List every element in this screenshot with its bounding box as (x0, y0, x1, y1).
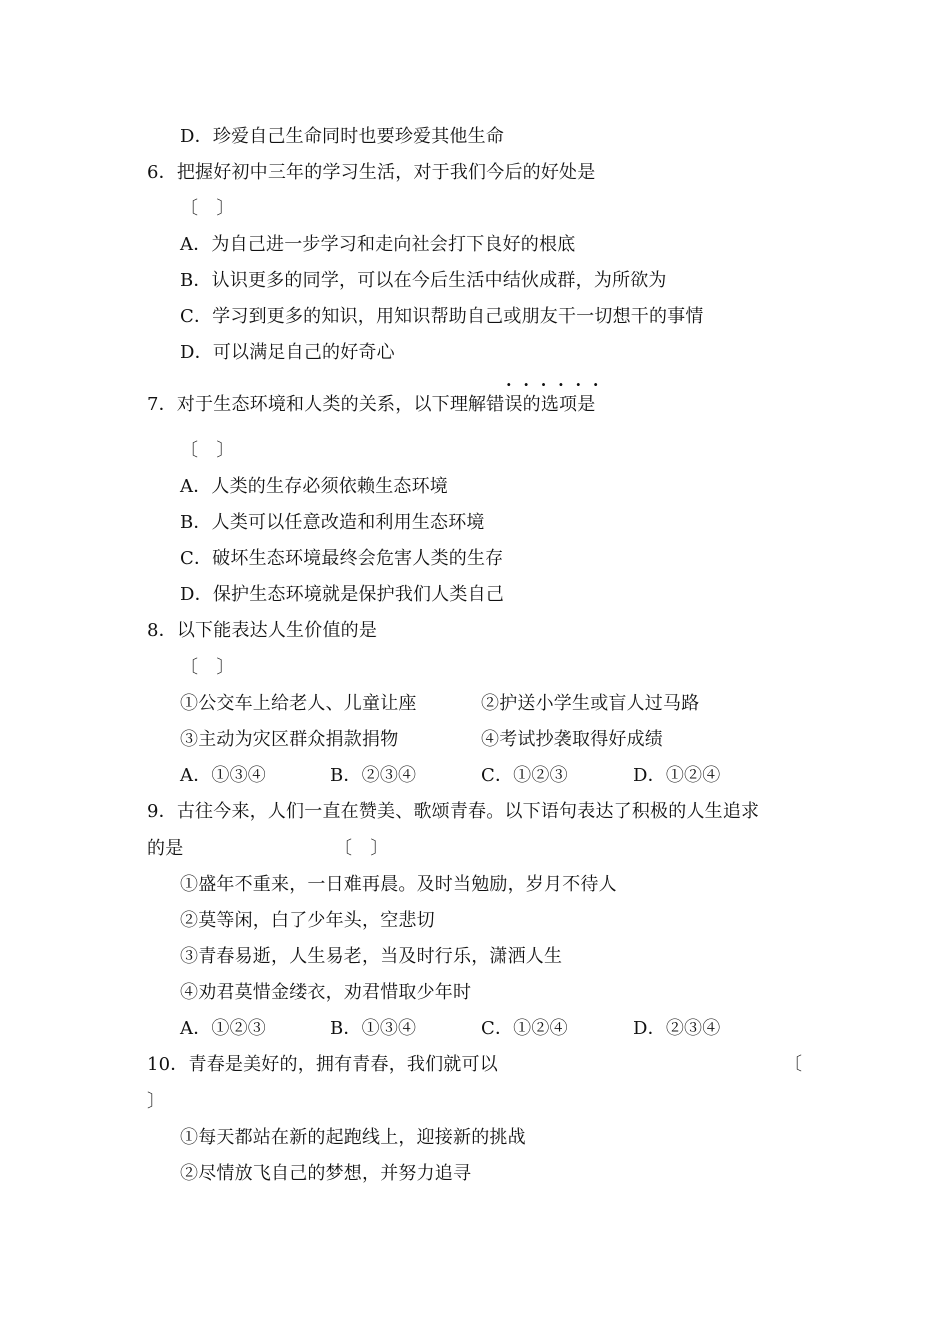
question-7-option-c: C．破坏生态环境最终会危害人类的生存 (180, 548, 504, 569)
question-8-choice-c: C．①②③ (481, 765, 568, 786)
question-10-item-2: ②尽情放飞自己的梦想，并努力追寻 (180, 1163, 472, 1184)
question-6-option-b: B．认识更多的同学，可以在今后生活中结伙成群，为所欲为 (180, 270, 667, 291)
question-8-choice-a: A．①③④ (180, 765, 266, 786)
question-9-item-4: ④劝君莫惜金缕衣，劝君惜取少年时 (180, 982, 472, 1003)
question-7-answer-bracket: 〔 〕 (180, 440, 235, 461)
question-9-stem-line-2: 的是 (147, 838, 184, 859)
question-9-choice-a: A．①②③ (180, 1018, 266, 1039)
question-9-item-2: ②莫等闲，白了少年头，空悲切 (180, 910, 435, 931)
question-10-bracket-close: 〕 (147, 1091, 166, 1112)
question-9-choice-d: D．②③④ (633, 1018, 721, 1039)
question-5-option-d: D．珍爱自己生命同时也要珍爱其他生命 (180, 126, 505, 147)
question-9-item-3: ③青春易逝，人生易老，当及时行乐，潇洒人生 (180, 946, 563, 967)
question-10-stem: 10．青春是美好的，拥有青春，我们就可以 (147, 1054, 498, 1075)
question-8-item-1: ①公交车上给老人、儿童让座 (180, 693, 417, 714)
question-10-bracket-open: 〔 (784, 1054, 803, 1075)
question-8-answer-bracket: 〔 〕 (180, 657, 235, 678)
question-7-option-a: A．人类的生存必须依赖生态环境 (180, 476, 448, 497)
question-8-choice-d: D．①②④ (633, 765, 721, 786)
question-9-stem-line-1: 9．古往今来，人们一直在赞美、歌颂青春。以下语句表达了积极的人生追求 (147, 801, 760, 822)
question-8-item-2: ②护送小学生或盲人过马路 (481, 693, 700, 714)
question-9-item-1: ①盛年不重来，一日难再晨。及时当勉励，岁月不待人 (180, 874, 617, 895)
question-6-option-d: D．可以满足自己的好奇心 (180, 342, 395, 363)
question-7-stem: 7．对于生态环境和人类的关系，以下理解错误的选项是 (147, 394, 596, 415)
question-7-option-d: D．保护生态环境就是保护我们人类自己 (180, 584, 505, 605)
question-6-option-c: C．学习到更多的知识，用知识帮助自己或朋友干一切想干的事情 (180, 306, 704, 327)
question-8-item-4: ④考试抄袭取得好成绩 (481, 729, 663, 750)
question-6-option-a: A．为自己进一步学习和走向社会打下良好的根底 (180, 234, 576, 255)
question-9-choice-b: B．①③④ (330, 1018, 417, 1039)
question-6-answer-bracket: 〔 〕 (180, 198, 235, 219)
question-9-answer-bracket: 〔 〕 (334, 838, 389, 859)
question-9-choice-c: C．①②④ (481, 1018, 568, 1039)
question-8-stem: 8．以下能表达人生价值的是 (147, 620, 378, 641)
question-7-option-b: B．人类可以任意改造和利用生态环境 (180, 512, 485, 533)
question-6-stem: 6．把握好初中三年的学习生活，对于我们今后的好处是 (147, 162, 596, 183)
question-8-item-3: ③主动为灾区群众捐款捐物 (180, 729, 399, 750)
question-8-choice-b: B．②③④ (330, 765, 417, 786)
question-7-emphasis-dots: ······ (506, 375, 611, 394)
question-10-item-1: ①每天都站在新的起跑线上，迎接新的挑战 (180, 1127, 526, 1148)
